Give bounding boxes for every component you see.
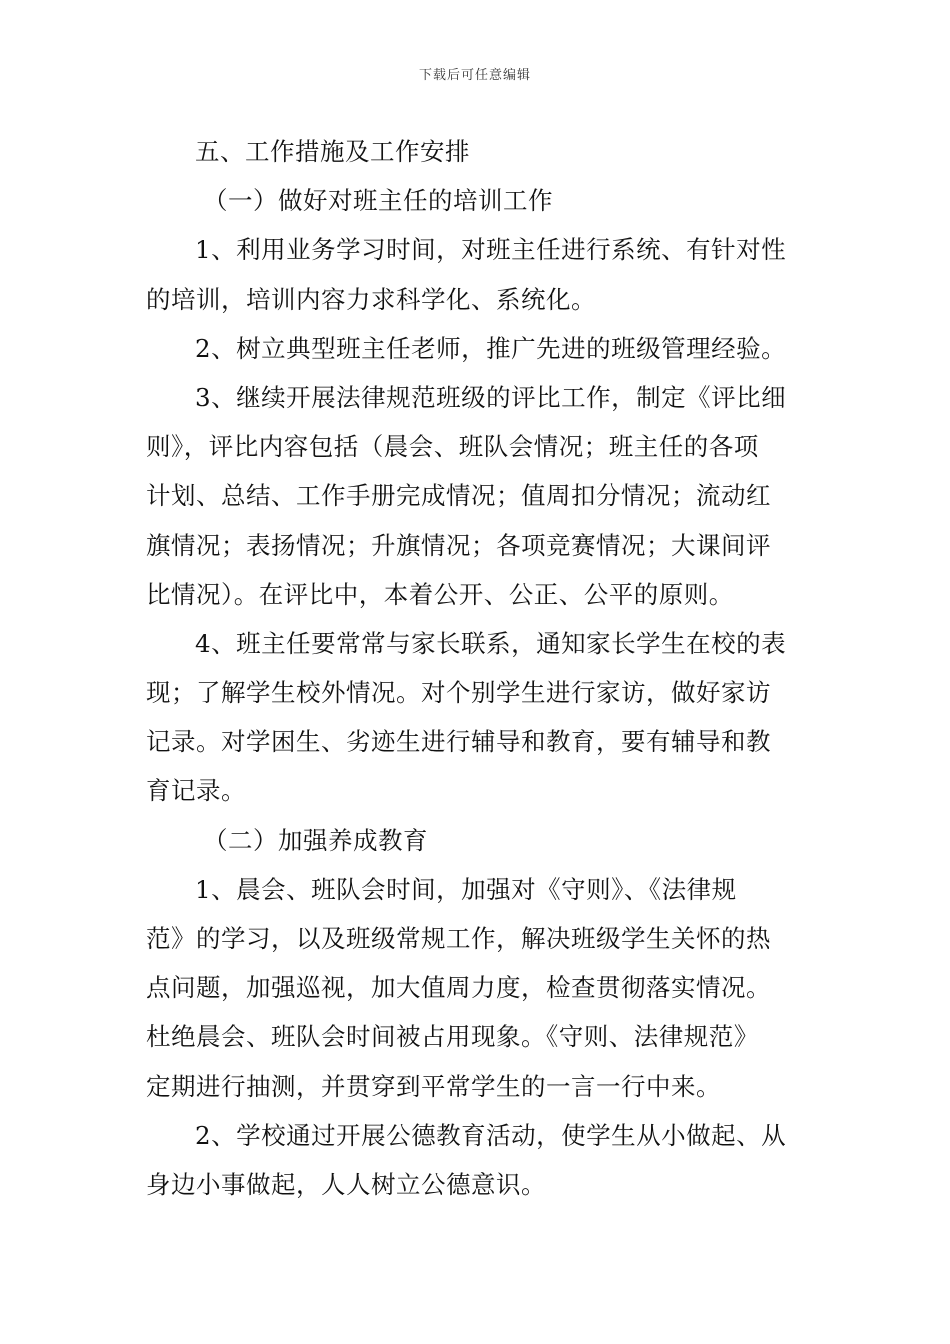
paragraph-line: 的培训，培训内容力求科学化、系统化。 <box>146 284 596 314</box>
paragraph-line: 现；了解学生校外情况。对个别学生进行家访，做好家访 <box>146 678 771 708</box>
paragraph-line: 点问题，加强巡视，加大值周力度，检查贯彻落实情况。 <box>146 973 771 1003</box>
paragraph-line: 3、继续开展法律规范班级的评比工作，制定《评比细 <box>195 382 787 412</box>
paragraph-line: 2、学校通过开展公德教育活动，使学生从小做起、从 <box>195 1120 787 1150</box>
paragraph-line: 1、晨会、班队会时间，加强对《守则》、《法律规 <box>195 874 737 904</box>
page-header: 下载后可任意编辑 <box>418 68 531 83</box>
paragraph-line: 2、树立典型班主任老师，推广先进的班级管理经验。 <box>195 333 787 363</box>
paragraph-line: 4、班主任要常常与家长联系，通知家长学生在校的表 <box>195 628 787 658</box>
subsection-heading: （二）加强养成教育 <box>203 825 428 855</box>
paragraph-line: 旗情况；表扬情况；升旗情况；各项竞赛情况；大课间评 <box>146 530 771 560</box>
paragraph-line: 范》的学习，以及班级常规工作，解决班级学生关怀的热 <box>146 924 771 953</box>
paragraph-line: 育记录。 <box>146 776 246 806</box>
subsection-heading: （一）做好对班主任的培训工作 <box>203 186 553 216</box>
paragraph-line: 1、利用业务学习时间，对班主任进行系统、有针对性 <box>195 235 787 265</box>
paragraph-line: 身边小事做起，人人树立公德意识。 <box>146 1169 546 1199</box>
paragraph-line: 则》，评比内容包括（晨会、班队会情况；班主任的各项 <box>146 432 759 462</box>
document-body <box>146 127 806 1209</box>
paragraph-line: 计划、总结、工作手册完成情况；值周扣分情况；流动红 <box>146 481 771 511</box>
paragraph-line: 定期进行抽测，并贯穿到平常学生的一言一行中来。 <box>146 1071 721 1101</box>
paragraph-line: 比情况）。在评比中，本着公开、公正、公平的原则。 <box>146 579 734 609</box>
paragraph-line: 记录。对学困生、劣迹生进行辅导和教育，要有辅导和教 <box>146 727 771 757</box>
paragraph-line: 杜绝晨会、班队会时间被占用现象。《守则、法律规范》 <box>146 1022 759 1052</box>
section-heading: 五、工作措施及工作安排 <box>195 137 470 166</box>
